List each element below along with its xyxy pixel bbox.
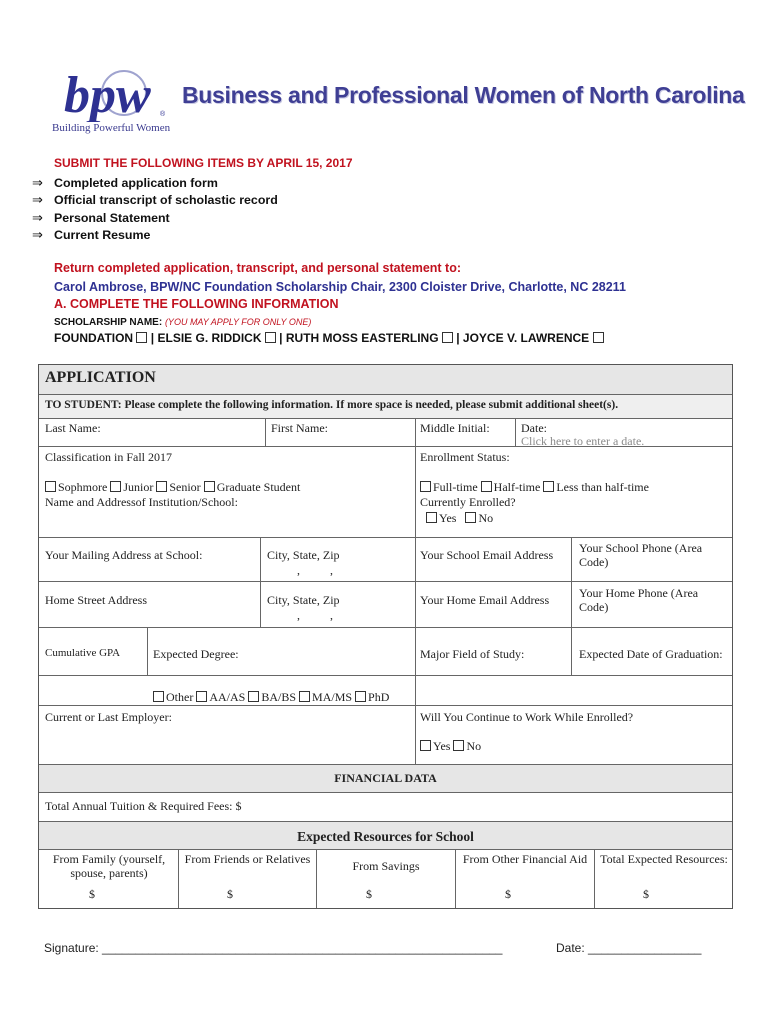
home-phone-label: Your Home Phone (Area Code)	[579, 586, 699, 614]
item-label: Current Resume	[54, 227, 151, 242]
checkbox-aa-as[interactable]	[196, 691, 207, 702]
checkbox-other[interactable]	[153, 691, 164, 702]
submit-deadline-heading: SUBMIT THE FOLLOWING ITEMS BY APRIL 15, 2017	[54, 156, 353, 170]
org-title: Business and Professional Women of North Carolina	[182, 82, 745, 108]
signature-line[interactable]: Signature: ____________________________________________________________	[44, 941, 503, 955]
school-phone-label: Your School Phone (Area Code)	[579, 541, 703, 569]
option-riddick-label: ELSIE G. RIDDICK	[157, 331, 262, 345]
expected-degree-label: Expected Degree:	[153, 647, 239, 661]
item-label: Completed application form	[54, 176, 218, 190]
student-instruction: TO STUDENT: Please complete the following information. If more space is needed, please submit additional sheet(s).	[45, 399, 619, 411]
option-label: Yes	[433, 739, 451, 753]
checkbox-senior[interactable]	[156, 481, 167, 492]
first-name-label: First Name:	[271, 421, 328, 435]
institution-label: Name and Addressof Institution/School:	[45, 495, 238, 509]
option-label: Full-time	[433, 480, 478, 494]
date-field[interactable]: Click here to enter a date.	[521, 434, 645, 448]
option-label: Senior	[169, 480, 201, 494]
city-state-zip-label: City, State, Zip	[267, 548, 340, 562]
checkbox-full-time[interactable]	[420, 481, 431, 492]
financial-data-heading: FINANCIAL DATA	[334, 771, 437, 785]
home-city-state-zip-label: City, State, Zip	[267, 593, 340, 607]
signature-date-line[interactable]: Date: _________________	[556, 941, 702, 955]
scholarship-options: FOUNDATION | ELSIE G. RIDDICK | RUTH MOSS EASTERLING | JOYCE V. LAWRENCE	[54, 331, 604, 345]
logo-letters: bpw	[64, 67, 151, 122]
application-title: APPLICATION	[45, 369, 156, 386]
option-label: Graduate Student	[216, 480, 301, 494]
home-street-label: Home Street Address	[45, 593, 147, 607]
bpw-logo	[52, 64, 182, 136]
section-a-heading: A. COMPLETE THE FOLLOWING INFORMATION	[54, 297, 339, 311]
svg-text:®: ®	[160, 111, 166, 118]
resource-savings-amount[interactable]: $	[366, 887, 372, 901]
home-email-label: Your Home Email Address	[420, 593, 550, 607]
option-label: Half-time	[493, 480, 541, 494]
option-easterling-label: RUTH MOSS EASTERLING	[285, 331, 439, 345]
checkbox-half-time[interactable]	[481, 481, 492, 492]
tuition-label: Total Annual Tuition & Required Fees: $	[45, 799, 242, 813]
degree-options	[153, 690, 389, 705]
list-item	[32, 210, 278, 227]
arrow-icon: ⇒	[32, 209, 43, 225]
home-city-state-zip-commas: , ,	[297, 608, 333, 622]
classification-options	[45, 480, 300, 495]
resource-aid-label: From Other Financial Aid	[462, 852, 588, 866]
arrow-icon: ⇒	[32, 175, 43, 190]
checkbox-junior[interactable]	[110, 481, 121, 492]
major-label: Major Field of Study:	[420, 647, 525, 661]
scholarship-name-label	[54, 317, 311, 328]
checkbox-less-than-half[interactable]	[543, 481, 554, 492]
resource-friends-amount[interactable]: $	[227, 887, 233, 901]
resource-total-label: Total Expected Resources:	[600, 852, 728, 866]
checkbox-phd[interactable]	[355, 691, 366, 702]
checkbox-riddick[interactable]	[265, 332, 276, 343]
checkbox-ba-bs[interactable]	[248, 691, 259, 702]
option-label: BA/BS	[261, 690, 297, 704]
mailing-address-label: Your Mailing Address at School:	[45, 548, 203, 562]
continue-work-options	[420, 739, 481, 754]
option-label: Other	[166, 690, 194, 704]
bpw-logo-mark	[60, 64, 175, 122]
option-label: Less than half-time	[556, 480, 649, 494]
continue-work-label: Will You Continue to Work While Enrolled?	[420, 710, 634, 724]
enrollment-status-label: Enrollment Status:	[420, 450, 510, 464]
last-name-label: Last Name:	[45, 421, 101, 435]
option-foundation-label: FOUNDATION	[54, 331, 134, 345]
option-label: Sophmore	[58, 480, 108, 494]
checkbox-easterling[interactable]	[442, 332, 453, 343]
option-label: Yes	[439, 511, 457, 525]
checkbox-foundation[interactable]	[136, 332, 147, 343]
item-label: Official transcript of scholastic record	[54, 193, 278, 208]
scholarship-label-text: SCHOLARSHIP NAME:	[54, 317, 165, 328]
list-item	[32, 192, 278, 209]
classification-label: Classification in Fall 2017	[45, 450, 172, 464]
graduation-label: Expected Date of Graduation:	[579, 647, 723, 661]
employer-label: Current or Last Employer:	[45, 710, 172, 724]
date-label: Date:	[521, 421, 547, 435]
middle-initial-label: Middle Initial:	[420, 421, 490, 435]
item-label: Personal Statement	[54, 210, 170, 225]
mailing-address: Carol Ambrose, BPW/NC Foundation Scholarship Chair, 2300 Cloister Drive, Charlotte, NC 28211	[54, 280, 626, 294]
option-label: AA/AS	[209, 690, 246, 704]
return-instructions: Return completed application, transcript, and personal statement to:	[54, 261, 462, 275]
option-label: Junior	[123, 480, 154, 494]
option-label: No	[466, 739, 482, 753]
currently-enrolled-label: Currently Enrolled?	[420, 495, 516, 509]
submit-items-list	[32, 175, 278, 244]
checkbox-lawrence[interactable]	[593, 332, 604, 343]
option-label: MA/MS	[312, 690, 353, 704]
list-item	[32, 175, 278, 192]
resource-savings-label: From Savings	[352, 859, 420, 873]
option-label: PhD	[368, 690, 390, 704]
checkbox-work-yes[interactable]	[420, 740, 431, 751]
city-state-zip-commas: , ,	[297, 563, 333, 577]
enrollment-options	[420, 480, 649, 495]
gpa-label: Cumulative GPA	[45, 647, 121, 659]
checkbox-enrolled-no[interactable]	[465, 512, 476, 523]
checkbox-ma-ms[interactable]	[299, 691, 310, 702]
logo-tagline: Building Powerful Women	[52, 122, 171, 134]
scholarship-note: (YOU MAY APPLY FOR ONLY ONE)	[164, 317, 312, 327]
resource-family-amount[interactable]: $	[89, 887, 95, 901]
checkbox-work-no[interactable]	[453, 740, 464, 751]
checkbox-sophmore[interactable]	[45, 481, 56, 492]
enrolled-options	[426, 511, 493, 526]
option-lawrence-label: JOYCE V. LAWRENCE	[462, 331, 590, 345]
checkbox-enrolled-yes[interactable]	[426, 512, 437, 523]
list-item	[32, 227, 278, 244]
resource-aid-amount[interactable]: $	[505, 887, 511, 901]
resource-total-amount[interactable]: $	[643, 887, 649, 901]
arrow-icon: ⇒	[32, 192, 43, 208]
resource-family-label: From Family (yourself, spouse, parents)	[52, 852, 166, 880]
resources-heading: Expected Resources for School	[297, 829, 474, 844]
checkbox-graduate[interactable]	[204, 481, 215, 492]
school-email-label: Your School Email Address	[420, 548, 554, 562]
arrow-icon: ⇒	[32, 226, 43, 242]
application-form	[38, 364, 733, 909]
resource-friends-label: From Friends or Relatives	[184, 852, 311, 866]
option-label: No	[478, 511, 494, 525]
